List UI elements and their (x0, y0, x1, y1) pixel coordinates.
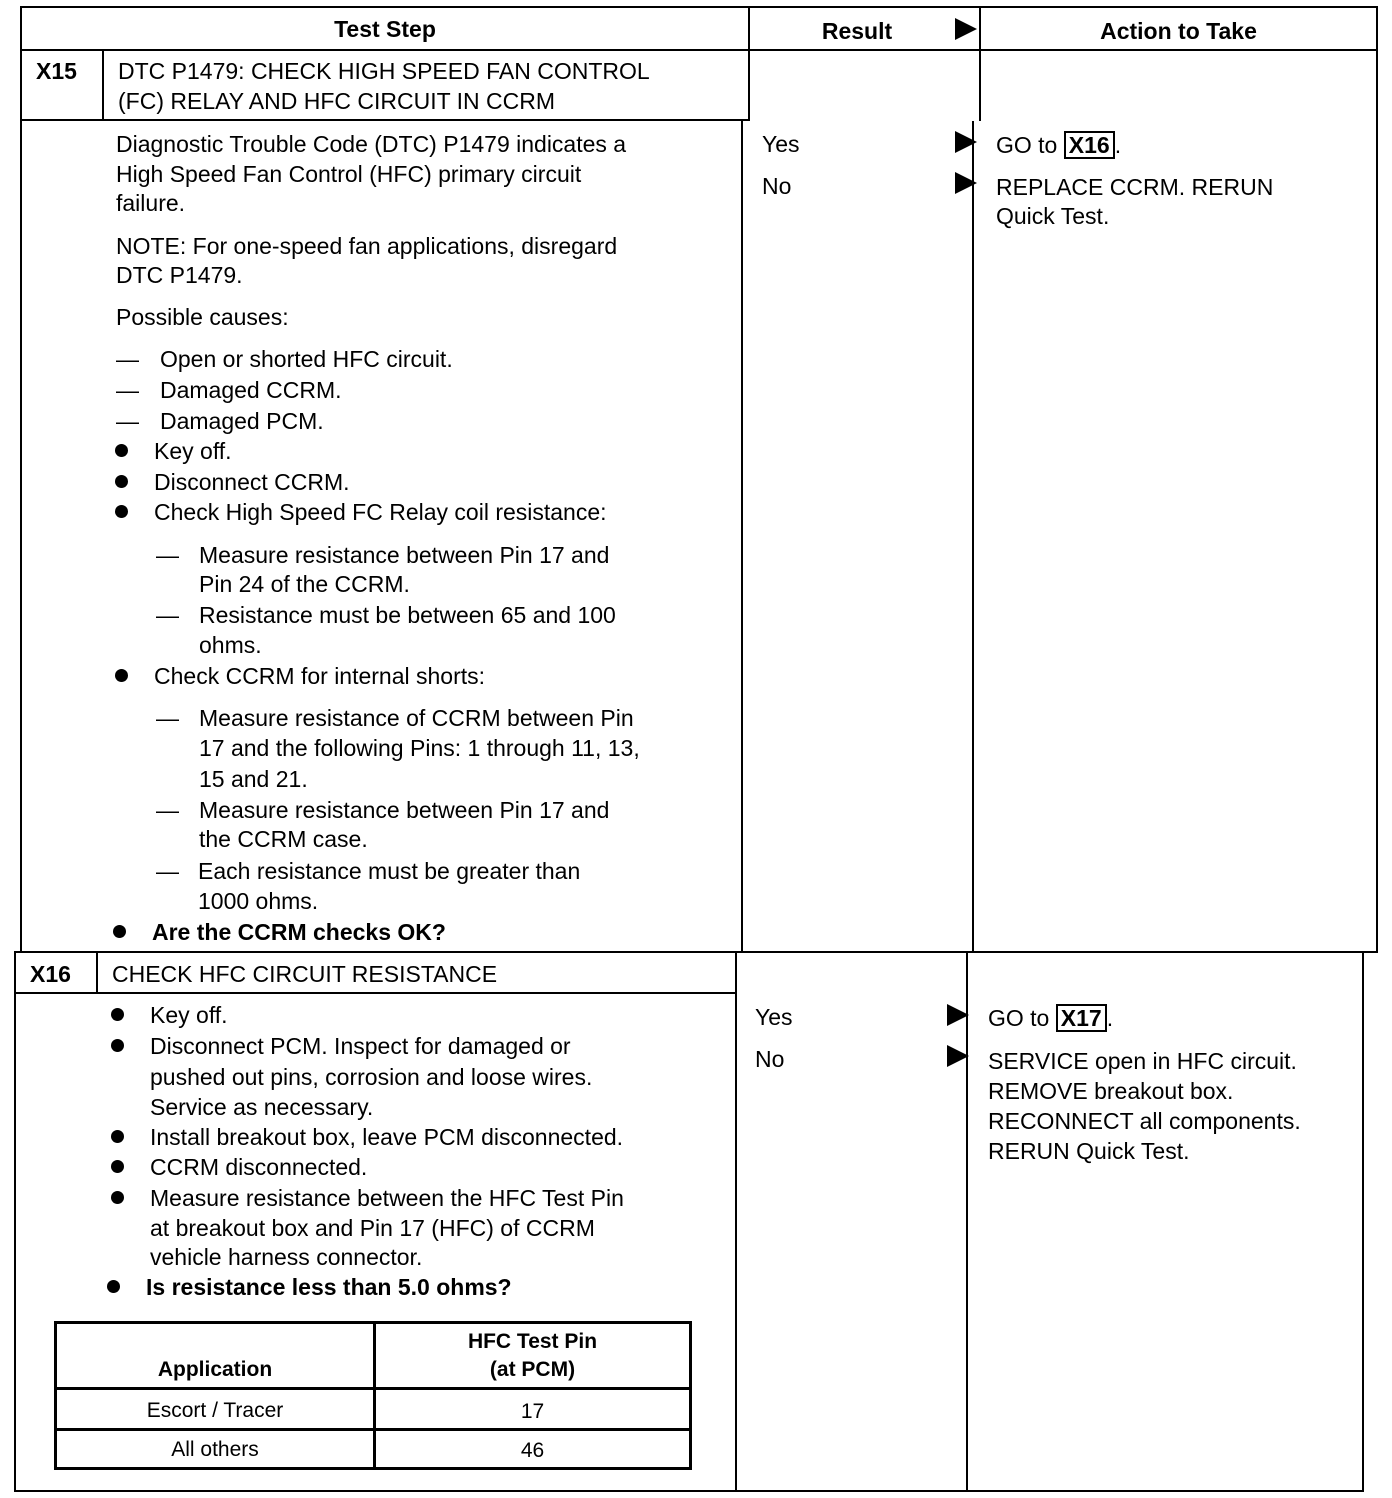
x15-yes-action (996, 130, 1121, 160)
x16-step-2a: Disconnect PCM. Inspect for damaged or (150, 1033, 571, 1059)
x16-yes-action (988, 1003, 1113, 1033)
bullet-icon (115, 669, 128, 682)
x16-step-5b: at breakout box and Pin 17 (HFC) of CCRM (150, 1215, 595, 1241)
x16-yes-arrow-icon (947, 1004, 969, 1026)
x15-step-3: Check High Speed FC Relay coil resistance: (154, 499, 607, 525)
x15-cause-2: Damaged CCRM. (160, 377, 342, 403)
x15-desc-3: failure. (116, 190, 186, 216)
x16-no-action-2: REMOVE breakout box. (988, 1078, 1234, 1104)
x16-result-yes: Yes (755, 1004, 793, 1030)
x15-title-2: (FC) RELAY AND HFC CIRCUIT IN CCRM (118, 88, 556, 114)
x16-step-3: Install breakout box, leave PCM disconnected. (150, 1124, 624, 1150)
x15-step-4: Check CCRM for internal shorts: (154, 663, 486, 689)
x15-desc-2: High Speed Fan Control (HFC) primary circuit (116, 161, 582, 187)
x16-no-arrow-icon (947, 1045, 969, 1067)
bullet-icon (111, 1160, 124, 1173)
header-action: Action to Take (1100, 18, 1257, 44)
header-result: Result (821, 18, 893, 44)
x16-step-5a: Measure resistance between the HFC Test Pin (150, 1185, 624, 1211)
bullet-icon (115, 444, 128, 457)
header-arrow-icon (955, 18, 977, 40)
x15-sub-5a: Each resistance must be greater than (198, 858, 581, 884)
x15-no-action-1: REPLACE CCRM. RERUN (996, 174, 1274, 200)
x16-step-5c: vehicle harness connector. (150, 1244, 423, 1270)
dash-icon: — (156, 705, 179, 731)
dash-icon: — (156, 602, 179, 628)
x15-sub-3c: 15 and 21. (199, 766, 308, 792)
table-cell-app: Escort / Tracer (146, 1399, 284, 1422)
x16-title: CHECK HFC CIRCUIT RESISTANCE (112, 961, 498, 987)
table-header-application: Application (157, 1358, 273, 1381)
x15-title-1: DTC P1479: CHECK HIGH SPEED FAN CONTROL (118, 58, 650, 84)
x15-result-yes: Yes (762, 131, 800, 157)
table-header-pin-1: HFC Test Pin (467, 1330, 598, 1353)
x16-step-2c: Service as necessary. (150, 1094, 374, 1120)
x15-sub-1b: Pin 24 of the CCRM. (199, 571, 410, 597)
table-cell-pin: 46 (520, 1439, 545, 1462)
x16-yes-action-text: GO to (988, 1005, 1050, 1031)
x15-yes-arrow-icon (955, 131, 977, 153)
x15-sub-4a: Measure resistance between Pin 17 and (199, 797, 610, 823)
x15-sub-4b: the CCRM case. (199, 826, 368, 852)
x15-sub-3a: Measure resistance of CCRM between Pin (199, 705, 634, 731)
bullet-icon (113, 925, 126, 938)
x16-no-action-1: SERVICE open in HFC circuit. (988, 1048, 1297, 1074)
x15-yes-action-ref-link[interactable]: X16 (1064, 131, 1115, 159)
dash-icon: — (116, 377, 139, 403)
x15-sub-2a: Resistance must be between 65 and 100 (199, 602, 616, 628)
dash-icon: — (156, 542, 179, 568)
x16-yes-action-post: . (1106, 1005, 1114, 1031)
bullet-icon (111, 1130, 124, 1143)
x16-yes-action-ref-link[interactable]: X17 (1056, 1004, 1107, 1032)
x16-question: Is resistance less than 5.0 ohms? (146, 1274, 512, 1300)
x15-yes-action-post: . (1114, 132, 1122, 158)
x15-question: Are the CCRM checks OK? (152, 919, 446, 945)
x15-note-2: DTC P1479. (116, 262, 243, 288)
header-test-step: Test Step (334, 16, 436, 42)
x16-no-action-3: RECONNECT all components. (988, 1108, 1301, 1134)
bullet-icon (111, 1008, 124, 1021)
bullet-icon (115, 475, 128, 488)
x15-sub-3b: 17 and the following Pins: 1 through 11, 13, (199, 735, 640, 761)
table-cell-pin: 17 (520, 1400, 545, 1423)
dash-icon: — (156, 797, 179, 823)
bullet-icon (111, 1191, 124, 1204)
table-cell-app: All others (171, 1438, 259, 1461)
dash-icon: — (156, 858, 179, 884)
x15-no-arrow-icon (955, 172, 977, 194)
step-id-x16: X16 (30, 961, 71, 987)
x16-step-2b: pushed out pins, corrosion and loose wires. (150, 1064, 593, 1090)
x15-sub-5b: 1000 ohms. (198, 888, 319, 914)
bullet-icon (107, 1280, 120, 1293)
bullet-icon (115, 505, 128, 518)
x15-result-no: No (762, 173, 792, 199)
x15-cause-3: Damaged PCM. (160, 408, 324, 434)
x15-yes-action-text: GO to (996, 132, 1058, 158)
x15-sub-2b: ohms. (199, 632, 262, 658)
x16-step-1: Key off. (150, 1002, 228, 1028)
step-id-x15: X15 (36, 58, 77, 84)
x15-step-1: Key off. (154, 438, 232, 464)
x16-step-4: CCRM disconnected. (150, 1154, 368, 1180)
x15-no-action-2: Quick Test. (996, 203, 1110, 229)
dash-icon: — (116, 346, 139, 372)
x15-step-2: Disconnect CCRM. (154, 469, 350, 495)
table-header-pin-2: (at PCM) (489, 1358, 576, 1381)
x16-no-action-4: RERUN Quick Test. (988, 1138, 1190, 1164)
dash-icon: — (116, 408, 139, 434)
x15-desc-1: Diagnostic Trouble Code (DTC) P1479 indicates a (116, 131, 627, 157)
bullet-icon (111, 1039, 124, 1052)
x15-sub-1a: Measure resistance between Pin 17 and (199, 542, 610, 568)
x15-causes-label: Possible causes: (116, 304, 289, 330)
x15-note-1: NOTE: For one-speed fan applications, disregard (116, 233, 618, 259)
x16-result-no: No (755, 1046, 785, 1072)
x15-cause-1: Open or shorted HFC circuit. (160, 346, 453, 372)
